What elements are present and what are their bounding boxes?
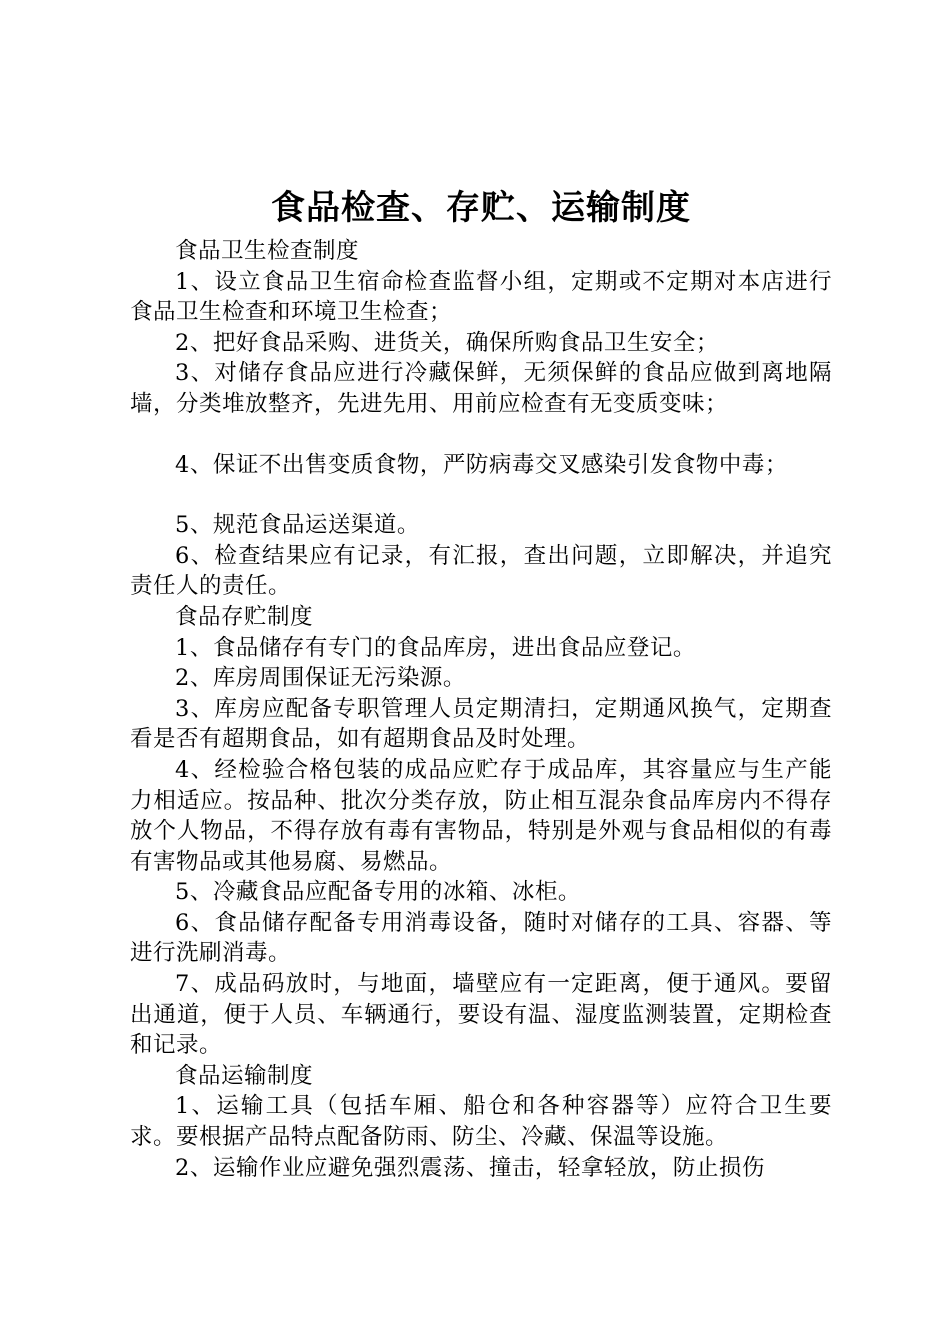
paragraph: 1、食品储存有专门的食品库房，进出食品应登记。 [175, 634, 696, 661]
paragraph: 1、运输工具（包括车厢、船仓和各种容器等）应符合卫生要求。要根据产品特点配备防雨、防尘、冷藏、保温等设施。 [130, 1093, 832, 1151]
section-heading-transport: 食品运输制度 [175, 1062, 314, 1089]
document-page [130, 182, 832, 1183]
paragraph: 5、冷藏食品应配备专用的冰箱、冰柜。 [175, 879, 581, 906]
section-heading-inspection: 食品卫生检查制度 [175, 238, 360, 264]
paragraph: 3、对储存食品应进行冷藏保鲜，无须保鲜的食品应做到离地隔墙，分类堆放整齐，先进先用、用前应检查有无变质变味； [130, 360, 832, 417]
paragraph: 2、运输作业应避免强烈震荡、撞击，轻拿轻放，防止损伤 [175, 1154, 765, 1181]
paragraph: 1、设立食品卫生宿命检查监督小组，定期或不定期对本店进行食品卫生检查和环境卫生检查； [130, 268, 832, 326]
document-title: 食品检查、存贮、运输制度 [271, 188, 691, 228]
paragraph: 4、经检验合格包装的成品应贮存于成品库，其容量应与生产能力相适应。按品种、批次分类存放，防止相互混杂食品库房内不得存放个人物品，不得存放有毒有害物品，特别是外观与食品相似的有毒有害物品或其他易腐、易燃品。 [130, 756, 832, 875]
document-body [130, 236, 832, 1183]
paragraph: 2、库房周围保证无污染源。 [175, 665, 466, 692]
section-heading-storage: 食品存贮制度 [175, 603, 314, 630]
paragraph: 6、检查结果应有记录，有汇报，查出问题，立即解决，并追究责任人的责任。 [130, 542, 832, 600]
paragraph: 5、规范食品运送渠道。 [175, 512, 420, 539]
paragraph: 6、食品储存配备专用消毒设备，随时对储存的工具、容器、等进行洗刷消毒。 [130, 909, 832, 967]
paragraph: 4、保证不出售变质食物，严防病毒交叉感染引发食物中毒； [175, 451, 788, 478]
paragraph: 2、把好食品采购、进货关，确保所购食品卫生安全； [175, 329, 719, 356]
paragraph: 3、库房应配备专职管理人员定期清扫，定期通风换气，定期查看是否有超期食品，如有超期食品及时处理。 [130, 695, 832, 753]
paragraph: 7、成品码放时，与地面，墙壁应有一定距离，便于通风。要留出通道，便于人员、车辆通行，要设有温、湿度监测装置，定期检查和记录。 [130, 971, 832, 1059]
